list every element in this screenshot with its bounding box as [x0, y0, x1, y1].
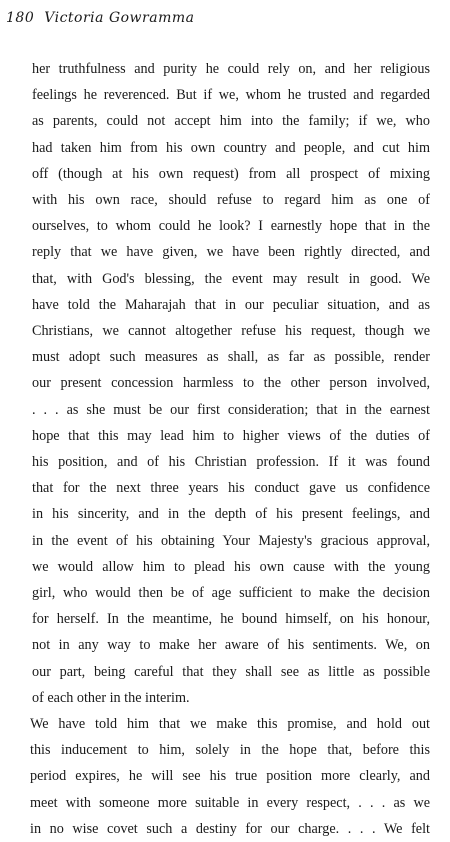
text-line: ourselves, to whom could he look? I earnestly hope that in the	[32, 218, 430, 235]
text-line: have told the Maharajah that in our peculiar situation, and as	[32, 296, 430, 313]
page-number: 180	[6, 10, 35, 26]
text-line: for herself. In the meantime, he bound himself, on his honour,	[32, 611, 430, 628]
text-line: this inducement to him, solely in the hope that, before this	[30, 742, 430, 759]
text-line: we would allow him to plead his own cause with the young	[32, 558, 430, 575]
text-line: not in any way to make her aware of his sentiments. We, on	[32, 637, 430, 654]
paragraph-2	[30, 711, 430, 842]
text-line: our present concession harmless to the other person involved,	[32, 375, 430, 392]
text-line: her truthfulness and purity he could rely on, and her religious	[32, 61, 430, 77]
text-line: had taken him from his own country and people, and cut him	[32, 139, 430, 156]
text-line: as parents, could not accept him into the family; if we, who	[32, 113, 430, 130]
text-line: feelings he reverenced. But if we, whom he trusted and regarded	[32, 87, 430, 104]
running-head	[6, 10, 194, 26]
text-line: our part, being careful that they shall see as little as possible	[32, 663, 430, 680]
text-line: reply that we have given, we have been rightly directed, and	[32, 244, 430, 261]
text-line: meet with someone more suitable in every respect, . . . as we	[30, 794, 430, 811]
text-line: . . . as she must be our first consideration; that in the earnest	[32, 401, 430, 418]
text-line: that for the next three years his conduct gave us confidence	[32, 480, 430, 497]
text-line: in the event of his obtaining Your Majesty's gracious approval,	[32, 532, 430, 549]
body-text	[32, 56, 430, 842]
text-line: his position, and of his Christian profession. If it was found	[32, 454, 430, 471]
running-title: Victoria Gowramma	[44, 10, 195, 26]
text-line: off (though at his own request) from all prospect of mixing	[32, 165, 430, 182]
text-line: in no wise covet such a destiny for our charge. . . . We felt	[30, 820, 430, 837]
text-line: hope that this may lead him to higher views of the duties of	[32, 427, 430, 444]
text-line: that, with God's blessing, the event may result in good. We	[32, 270, 430, 287]
text-line: in his sincerity, and in the depth of his present feelings, and	[32, 506, 430, 523]
text-line: We have told him that we make this promise, and hold out	[30, 716, 430, 733]
text-line: girl, who would then be of age sufficient to make the decision	[32, 585, 430, 602]
text-line: with his own race, should refuse to regard him as one of	[32, 192, 430, 209]
text-line: must adopt such measures as shall, as far as possible, render	[32, 349, 430, 366]
text-line: period expires, he will see his true position more clearly, and	[30, 768, 430, 785]
text-line: of each other in the interim.	[32, 689, 190, 706]
paragraph-1	[32, 56, 430, 711]
text-line: Christians, we cannot altogether refuse his request, though we	[32, 323, 430, 340]
